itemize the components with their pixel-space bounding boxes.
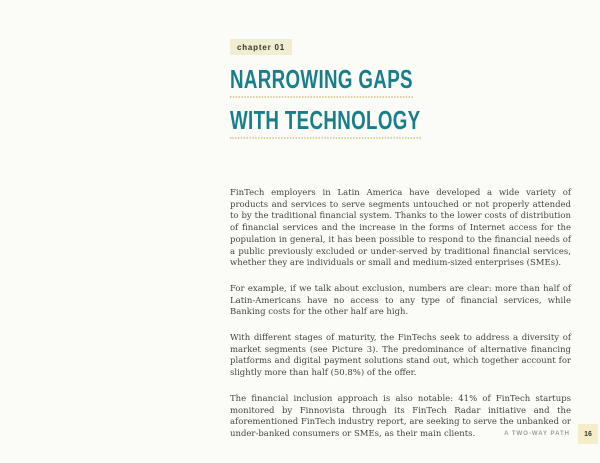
page-title-line-2: WITH TECHNOLOGY: [230, 107, 421, 139]
footer-section-label: A TWO-WAY PATH: [504, 431, 570, 437]
page-title: [230, 66, 576, 148]
paragraph: With different stages of maturity, the FinTechs seek to address a diversity of market segments (see Picture 3). The predominance of alternative financing platforms and digital payment solutions stand out, which together account for slightly more than half (50.8%) of the offer.: [230, 333, 571, 379]
paragraph: For example, if we talk about exclusion, numbers are clear: more than half of Latin-Americans have no access to any type of financial services, while Banking costs for the other half are high.: [230, 283, 571, 318]
page-number-badge: 16: [578, 424, 598, 444]
paragraph: The financial inclusion approach is also notable: 41% of FinTech startups monitored by Finnovista through its FinTech Radar initiative and the aforementioned FinTech industry report, are seeking to serve the unbanked or under-banked consumers or SMEs, as their main clients.: [230, 393, 571, 439]
paragraph: FinTech employers in Latin America have developed a wide variety of products and services to serve segments untouched or not properly attended to by the traditional financial system. Thanks to the lower costs of distribution of financial services and the increase in the forms of Internet access for the population in general, it has been possible to respond to the financial needs of a public previously excluded or under-served by traditional financial services, whether they are individuals or small and medium-sized enterprises (SMEs).: [230, 188, 571, 269]
chapter-badge: chapter 01: [230, 39, 292, 55]
body-text: [230, 188, 571, 441]
page-footer: [504, 424, 598, 444]
page-content: [230, 37, 571, 455]
page-title-line-1: NARROWING GAPS: [230, 66, 413, 98]
